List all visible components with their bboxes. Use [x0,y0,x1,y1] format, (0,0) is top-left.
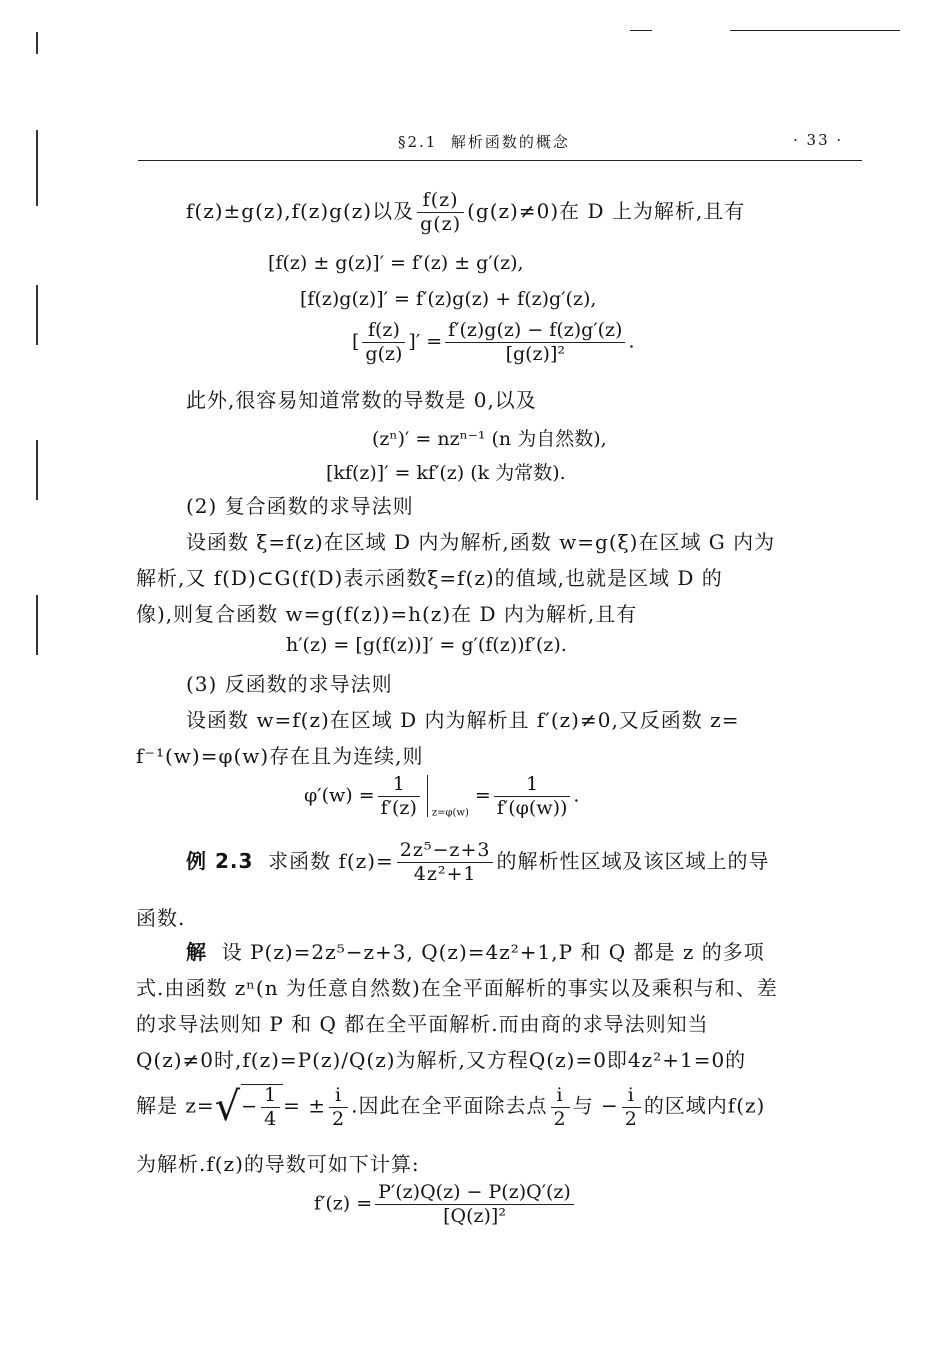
text-line: 解析,又 f(D)⊂G(f(D)表示函数ξ=f(z)的值域,也就是区域 D 的 [136,566,723,590]
fraction: $\frac{P'(z)Q(z) - P(z)Q'(z)}{\text{[Q(z)]²}}$ [375,1182,574,1227]
text-line: 解是 z=√− $\frac{1}{4}$ = ± $\frac{i}{2}$ .因此在全平面除去点 $\frac{i}{2}$ 与 − $\frac{i}{2}$ 的区域内f(z) [136,1083,766,1130]
text-line: f(z)±g(z),f(z)g(z)以及 $\frac{f(z)}{g(z)}$ (g(z)≠0)在 D 上为解析,且有 [186,189,746,235]
scan-top-line [730,30,900,31]
page-number: · 33 · [793,131,844,149]
text-line: 设函数 ξ=f(z)在区域 D 内为解析,函数 w=g(ξ)在区域 G 内为 [186,530,776,554]
sqrt-radicand: − $\frac{1}{4}$ [241,1084,283,1130]
scan-edge-mark [36,595,38,655]
fraction: $\frac{i}{2}$ [551,1085,570,1130]
fraction: $\frac{1}{f'(\varphi(w))}$ [494,774,571,819]
scan-top-line [630,30,652,31]
scan-edge-mark [36,130,38,206]
equation-chain-rule: h′(z) = [g(f(z))]′ = g′(f(z))f′(z). [286,634,567,656]
text-line: f⁻¹(w)=φ(w)存在且为连续,则 [136,744,424,768]
equation-constant-rule: [kf(z)]′ = kf′(z) (k 为常数). [326,462,566,484]
fraction: $\frac{f'(z)g(z) - f(z)g'(z)}{\text{[g(z)]²}}$ [445,320,625,365]
fraction: $\frac{f(z)}{g(z)}$ [362,320,405,365]
subsection-heading: (3) 反函数的求导法则 [186,672,393,696]
equation-quotient-rule: [ $\frac{f(z)}{g(z)}$ ]′ = $\frac{f'(z)g(z) - f(z)g'(z)}{\text{[g(z)]²}}$ . [352,319,635,365]
evaluation-bar [427,775,428,817]
equation-inverse-rule: φ′(w) = $\frac{1}{f'(z)}$ $_{z=\varphi(w)}$ = $\frac{1}{f'(\varphi(w))}$ . [304,773,580,819]
text-line: 此外,很容易知道常数的导数是 0,以及 [186,388,537,412]
text-line: 式.由函数 zⁿ(n 为任意自然数)在全平面解析的事实以及乘积与和、差 [136,976,778,1000]
text-line: 像),则复合函数 w=g(f(z))=h(z)在 D 内为解析,且有 [136,602,638,626]
fraction: $\frac{\text{2z⁵−z+3}}{\text{4z²+1}}$ [397,840,494,885]
sqrt-icon: √ [214,1084,242,1130]
fraction: $\frac{f(z)}{g(z)}$ [417,190,464,235]
solution-label: 解 [186,940,207,964]
scan-edge-mark [36,285,38,345]
scan-edge-mark [36,440,38,500]
text-line: 函数. [136,906,186,930]
example-line: 例 2.3 求函数 f(z)= $\frac{\text{2z⁵−z+3}}{\text{4z²+1}}$ 的解析性区域及该区域上的导 [186,839,770,885]
solution-line: 解 设 P(z)=2z⁵−z+3, Q(z)=4z²+1,P 和 Q 都是 z 的多项 [186,940,765,964]
header-title: 解析函数的概念 [450,133,570,151]
text-line: 的求导法则知 P 和 Q 都在全平面解析.而由商的求导法则知当 [136,1012,709,1036]
header-rule [138,160,862,161]
fraction: $\frac{i}{2}$ [329,1085,348,1130]
text-line: 为解析.f(z)的导数可如下计算: [136,1152,420,1176]
fraction: $\frac{1}{f'(z)}$ [378,774,420,819]
equation-derivative: f′(z) = $\frac{P'(z)Q(z) - P(z)Q'(z)}{\text{[Q(z)]²}}$ [314,1182,577,1227]
text-line: 设函数 w=f(z)在区域 D 内为解析且 f′(z)≠0,又反函数 z= [186,708,740,732]
header-section: §2.1 [398,133,438,151]
scan-edge-mark [36,32,38,54]
equation-product-rule: [f(z)g(z)]′ = f′(z)g(z) + f(z)g′(z), [300,288,597,310]
fraction: $\frac{1}{4}$ [261,1085,280,1130]
text-line: Q(z)≠0时,f(z)=P(z)/Q(z)为解析,又方程Q(z)=0即4z²+1=0的 [136,1048,747,1072]
equation-sum-rule: [f(z) ± g(z)]′ = f′(z) ± g′(z), [268,252,524,274]
equation-power-rule: (zⁿ)′ = nzⁿ⁻¹ (n 为自然数), [372,428,607,450]
example-label: 例 2.3 [186,848,254,873]
running-header [398,131,570,152]
fraction: $\frac{i}{2}$ [622,1085,641,1130]
subsection-heading: (2) 复合函数的求导法则 [186,494,414,518]
